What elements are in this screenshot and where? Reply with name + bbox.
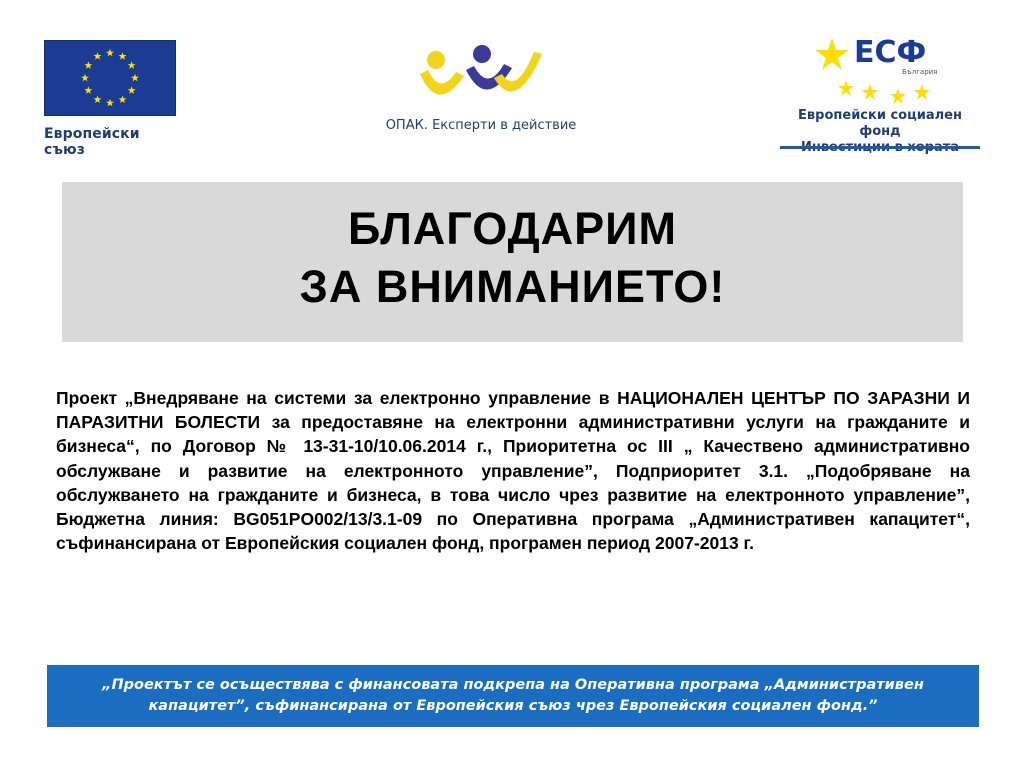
footer-line-1: „Проектът се осъществява с финансовата подкрепа на Оперативна програма „Административен xyxy=(102,677,924,693)
eu-caption: Европейски съюз xyxy=(44,126,140,158)
esf-caption-line1: Европейски социален фонд xyxy=(798,108,962,139)
opak-figures-icon xyxy=(416,44,546,114)
thanks-banner xyxy=(62,182,963,342)
logo-header xyxy=(0,0,1024,160)
title-line-1: БЛАГОДАРИМ xyxy=(347,203,678,254)
opak-caption: ОПАК. Експерти в действие xyxy=(385,118,577,133)
eu-flag-icon xyxy=(44,40,176,116)
eu-logo xyxy=(44,40,184,158)
esf-wordmark: ЕСФ xyxy=(854,35,927,70)
project-description: Проект „Внедряване на системи за електронно управление в НАЦИОНАЛЕН ЦЕНТЪР ПО ЗАРАЗНИ И ПАРАЗИТНИ БОЛЕСТИ за предоставяне на електронни административни услуги на гражданите и бизнеса“, по Договор № 13-31-10/10.06.2014 г., Приоритетна ос III „ Качествено административно обслужване и развитие на електронното управление”, Подприоритет 3.1. „Подобряване на обслужването на гражданите и бизнеса, в това число чрез развитие на електронното управление”, Бюджетна линия: BG051PO002/13/3.1-09 по Оперативна програма „Административен капацитет“, съфинансирана от Европейския социален фонд, програмен период 2007-2013 г. xyxy=(56,388,970,554)
header-divider xyxy=(780,146,980,149)
funding-footer xyxy=(47,665,979,727)
esf-stars-icon xyxy=(810,30,950,108)
footer-line-2: капацитет”, съфинансирана от Европейския съюз чрез Европейския социален фонд.” xyxy=(148,698,878,714)
title-line-2: ЗА ВНИМАНИЕТО! xyxy=(299,261,726,312)
esf-country: България xyxy=(902,68,938,76)
esf-logo xyxy=(780,30,980,156)
opak-logo xyxy=(376,44,586,133)
